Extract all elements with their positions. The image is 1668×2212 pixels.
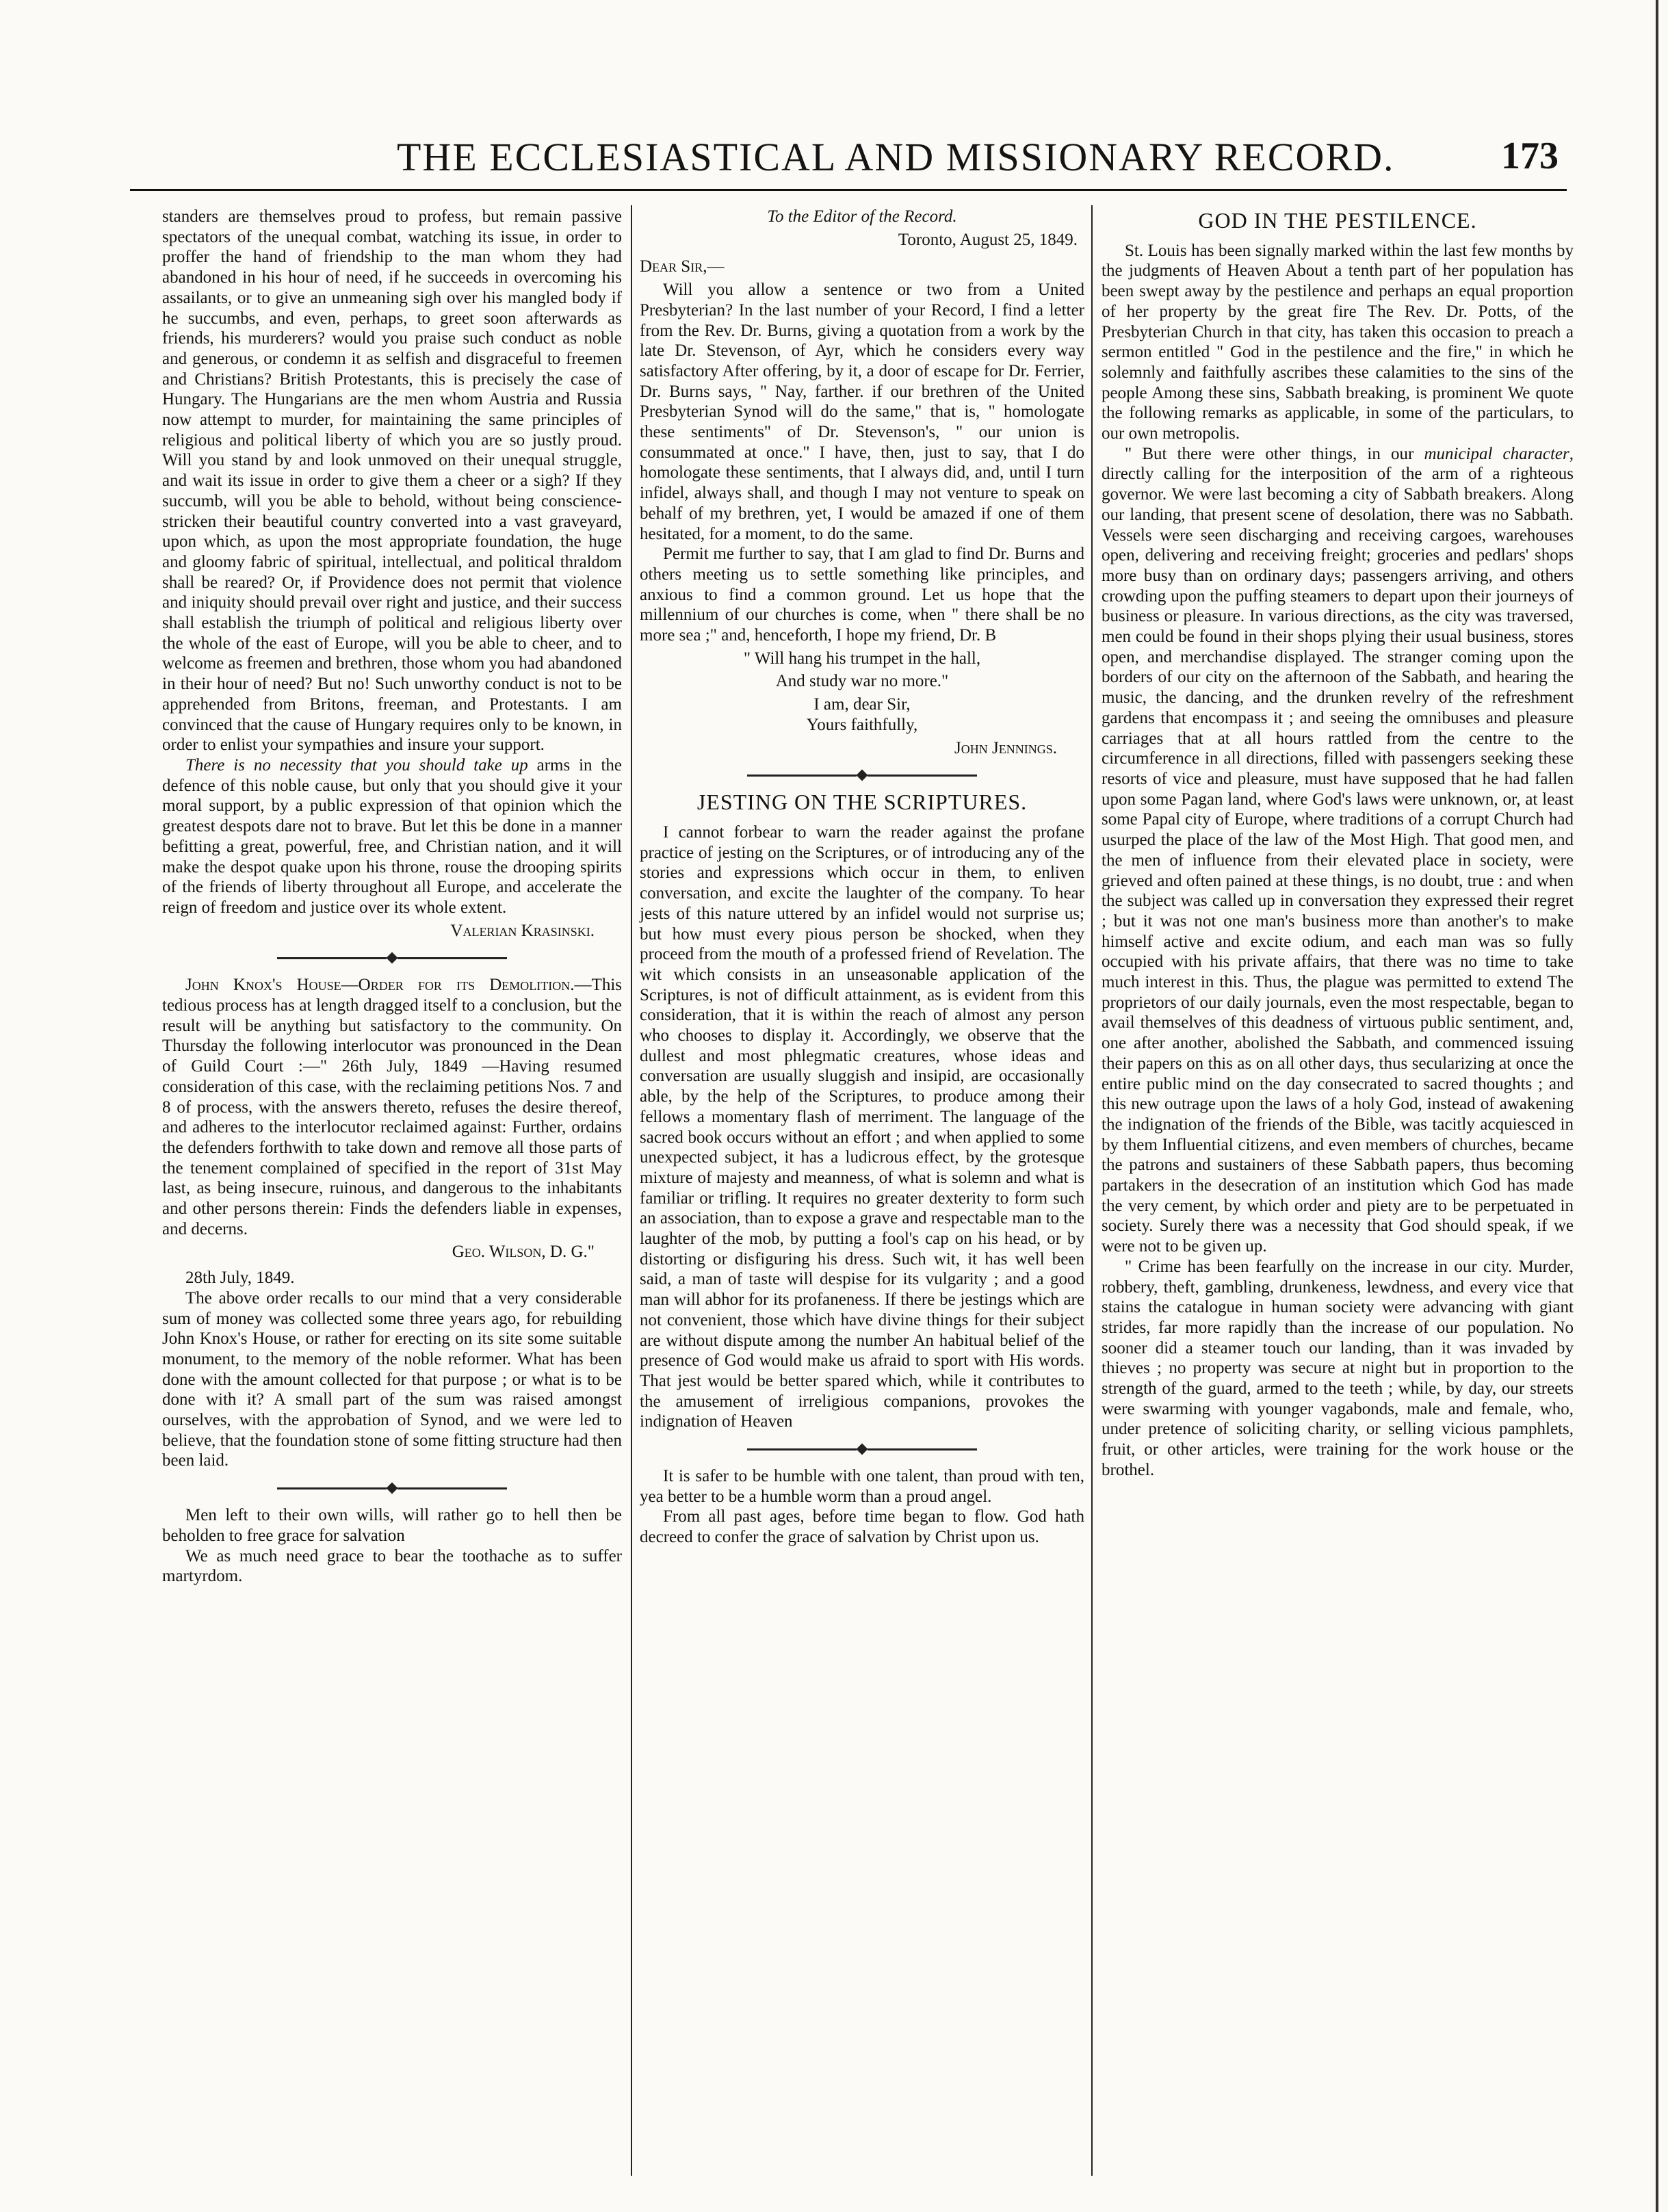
italic-phrase: municipal character — [1424, 444, 1569, 463]
letter-addressee: To the Editor of the Record. — [767, 207, 957, 226]
sabbath-text-a: " But there were other things, in our — [1125, 444, 1424, 463]
sabbath-text-b: , directly calling for the interposition of the arm of a righteous governor. We were last becoming a city of Sabbath breakers. Along our landing, that present scene of desolation, there was no Sabbath. Vessels were seen discharging and receiving cargoes, warehouses open, delivering and receiving freight; groceries and pedlars' shops more busy than on ordinary days; passengers arriving, and others crowding upon the puffing steamers to depart upon their journeys of business or pleasure. In various directions, as the city was traversed, men could be found in their shops plying their usual business, stores open, and merchandise displayed. The stranger coming upon the borders of our city on the afternoon of the Sabbath, and hearing the music, the dancing, and the drunken revelry of the refreshment gardens that encompass it ; and seeing the omnibuses and pleasure carriages that at all hours rattled from the centre to the circumference in all directions, filled with passengers seeking these resorts of vice and pleasure, must have supposed that he had fallen upon some Pagan land, where God's laws were unknown, or, at least some Papal city of Europe, where traditions of a corrupt Church had usurped the place of the law of the Most High. That good men, and the men of influence from their elevated place in society, were grieved and often pained at these things, is no doubt, true : and when the subject was called up in conversation they expressed their regret ; but it was not one man's business more than another's to make himself active and excite odium, and each man was so fully occupied with his private affairs, that there was no time to take much interest in this. Thus, the plague was permitted to extend The proprietors of our daily journals, even the most respectable, began to avail themselves of this deadness of virtuous public sentiment, and, one after another, abolished the Sabbath, and commenced issuing their papers on this as on all other days, thus secularizing at once the entire public mind on the day consecrated to sacred thoughts ; and this new outrage upon the laws of a holy God, instead of awakening the indignation of the friends of the Bible, was tacitly acquiesced in by them Influential citizens, and even members of churches, became the patrons and sustainers of these Sabbath papers, thus becoming partakers in the desecration of an institution which God has made the very cement, by which order and piety are to be perpetuated in society. Surely there was a necessity that God should speak, if we were not to be given up. — [1102, 444, 1574, 1256]
signature-wilson: Geo. Wilson, D. G." — [452, 1242, 595, 1262]
page-header — [130, 134, 1567, 196]
letter-salutation: Dear Sir,— — [640, 257, 725, 276]
hungary-letter-text: standers are themselves proud to profess, but remain passive spectators of the unequal combat, watching its issue, in order to proffer the hand of friendship to the man whom they had abandoned in his hour of need, if he succeeds in overcoming his assailants, or to give an unmeaning sigh over his mangled body if he succumbs, and even, perhaps, to greet soon afterwards as friends, his murderers? would you praise such conduct as noble and generous, or condemn it as selfish and disgraceful to freemen and Christians? British Protestants, this is precisely the case of Hungary. The Hungarians are the men whom Austria and Russia now attempt to murder, for maintaining the same principles of religious and political liberty of which you are so justly proud. Will you stand by and look unmoved on their unequal struggle, and wait its issue in order to give them a cheer or a sigh? If they succumb, will you be able to behold, without being conscience-stricken their beautiful country converted into a vast graveyard, upon which, as upon the most appropriate foundation, the huge and gloomy fabric of spiritual, intellectual, and political thraldom shall be reared? Or, if Providence does not permit that violence and iniquity should prevail over right and justice, and their success shall establish the triumph of political and religious liberty over the whole of the east of Europe, will you be able to cheer, and to welcome as freemen and brethren, those whom you had abandoned in their hour of need? But no! Such unworthy conduct is not to be apprehended from Britons, freeman, and Protestants. I am convinced that the cause of Hungary requires only to be known, in order to enlist your sympathies and insure your support. — [162, 207, 622, 755]
pestilence-sabbath — [1102, 444, 1574, 1257]
italic-phrase: There is no necessity that you should take up — [185, 755, 528, 775]
page-edge — [1656, 0, 1658, 2212]
ornamental-divider — [640, 765, 1084, 785]
column-1 — [162, 207, 622, 1587]
heading-pestilence: GOD IN THE PESTILENCE. — [1198, 208, 1477, 233]
letter-dateline: Toronto, August 25, 1849. — [898, 230, 1078, 249]
letter-body-1: Will you allow a sentence or two from a United Presbyterian? In the last number of your Record, I find a letter from the Rev. Dr. Burns, giving a quotation from a work by the late Dr. Stevenson, of Ayr, which he considers every way satisfactory After offering, by it, a door of escape for Dr. Ferrier, Dr. Burns says, " Nay, farther. if our brethren of the United Presbyterian Synod will do the same," that is, " homologate these sentiments" of Dr. Stevenson's, " our union is consummated at once." I have, then, just to say, that I do homologate these sentiments, that I always did, and, until I turn infidel, always shall, and though I may not venture to speak on behalf of my brethren, yet, I would be amazed if one of them hesitated, for a moment, to do the same. — [640, 281, 1084, 543]
ornamental-divider — [162, 1478, 622, 1498]
verse-line-1: " Will hang his trumpet in the hall, — [743, 649, 981, 668]
knox-house-body: —This tedious process has at length dragged itself to a conclusion, but the result will be anything but satisfactory to the community. On Thursday the following interlocutor was pronounced in the Dean of Guild Court :—" 26th July, 1849 —Having resumed consideration of this case, with the reclaiming petitions Nos. 7 and 8 of process, with the answers thereto, refuses the desire thereof, and adheres to the interlocutor reclaimed against: Further, ordains the defenders forthwith to take down and remove all those parts of the tenement complained of specified in the report of 31st May last, as being insecure, ruinous, and dangerous to the inhabitants and other persons therein: Finds the defenders liable in expenses, and decerns. — [162, 976, 622, 1238]
column-rule-1 — [631, 205, 632, 2176]
letter-closing-1: I am, dear Sir, — [813, 695, 911, 714]
publication-title: THE ECCLESIASTICAL AND MISSIONARY RECORD. — [397, 135, 1395, 179]
column-rule-2 — [1091, 205, 1093, 2176]
verse-line-2: And study war no more." — [775, 672, 949, 691]
knox-date: 28th July, 1849. — [185, 1268, 295, 1288]
page-number: 173 — [1501, 135, 1559, 177]
column-3 — [1102, 207, 1574, 1481]
knox-house-title: John Knox's House—Order for its Demolition. — [185, 976, 575, 995]
pestilence-intro: St. Louis has been signally marked within the last few months by the judgments of Heaven About a tenth part of her population has been swept away by the pestilence and perhaps an equal proportion of her property by the great fire The Rev. Dr. Potts, of the Presbyterian Church in that city, has taken this occasion to preach a sermon entitled " God in the pestilence and the fire," in which he solemnly and faithfully ascribes these calamities to the sins of the people Among these sins, Sabbath breaking, is prominent We quote the following remarks as applicable, in some of the particulars, to our own metropolis. — [1102, 241, 1574, 443]
letter-body-2: Permit me further to say, that I am glad to find Dr. Burns and others meeting us to settle something like principles, and anxious to find a common ground. Let us hope that the millennium of our churches is come, when " there shall be no more sea ;" and, henceforth, I hope my friend, Dr. B — [640, 545, 1084, 645]
signature-krasinski: Valerian Krasinski. — [450, 921, 595, 940]
knox-house-article — [162, 975, 622, 1239]
header-rule — [130, 189, 1567, 191]
pestilence-crime: " Crime has been fearfully on the increase in our city. Murder, robbery, theft, gambling, drunkeness, lewdness, and every vice that stains the catalogue in human society were advancing with giant strides, far more rapidly than the increase of our population. No sooner did a steamer touch our landing, than it was invaded by thieves ; no property was secure at night but in proportion to the strength of the guard, armed to the teeth ; while, by day, our streets were swarming with younger vagabonds, male and female, who, under pretence of soliciting charity, or selling vicious pamphlets, fruit, or other articles, were training for the work house or the brothel. — [1102, 1257, 1574, 1479]
ornamental-divider — [640, 1439, 1084, 1459]
hungary-letter-appeal — [162, 755, 622, 918]
maxim-salvation: From all past ages, before time began to flow. God hath decreed to confer the grace of salvation by Christ upon us. — [640, 1507, 1084, 1547]
maxim-toothache: We as much need grace to bear the toothache as to suffer martyrdom. — [162, 1546, 622, 1586]
maxim-grace: Men left to their own wills, will rather go to hell then be beholden to free grace for salvation — [162, 1506, 622, 1545]
maxim-humble: It is safer to be humble with one talent, than proud with ten, yea better to be a humble worm than a proud angel. — [640, 1467, 1084, 1506]
column-2 — [640, 207, 1084, 1548]
appeal-text: arms in the defence of this noble cause, but only that you should give it your moral support, by a public expression of that opinion which the greatest despots dare not to brave. But let this be done in a manner befitting a great, powerful, free, and Christian nation, and it will make the despot quake upon his throne, rouse the drooping spirits of the friends of liberty throughout all Europe, and accelerate the reign of freedom and justice over its whole extent. — [162, 755, 622, 917]
ornamental-divider — [162, 948, 622, 968]
letter-closing-2: Yours faithfully, — [806, 715, 918, 734]
jesting-article: I cannot forbear to warn the reader against the profane practice of jesting on the Scriptures, or of introducing any of the stories and expressions which occur in them, to enliven conversation, and excite the laughter of the company. To hear jests of this nature uttered by an infidel would not surprise us; but how must every pious person be shocked, when they proceed from the mouth of a professed friend of Revelation. The wit which consists in an unseasonable application of the Scriptures, is not of difficult attainment, as is evident from this consideration, that it is within the reach of almost any person who chooses to display it. Accordingly, we observe that the dullest and most phlegmatic creatures, whose ideas and conversation are usually sluggish and insipid, are occasionally able, by the help of the Scriptures, to produce among their fellows a momentary flash of merriment. The language of the sacred book occurs without an effort ; and when applied to some unexpected subject, it has a ludicrous effect, by the grotesque mixture of majesty and meanness, of what is solemn and what is familiar or trifling. It requires no greater dexterity to form such an association, than to expose a grave and respectable man to the laughter of the mob, by putting a fool's cap on his head, or by distorting or disfiguring his dress. Such wit, it has well been said, a man of taste will despise for its vulgarity ; and a good man will abhor for its profaneness. If there be jestings which are not convenient, those which have divine things for their subject are without dispute among the number An habitual belief of the presence of God would make us afraid to sport with His words. That jest would be better spared which, while it contributes to the amusement of irreligious companions, provokes the indignation of Heaven — [640, 822, 1084, 1431]
heading-jesting: JESTING ON THE SCRIPTURES. — [696, 790, 1028, 815]
signature-jennings: John Jennings. — [954, 738, 1057, 757]
knox-commentary: The above order recalls to our mind that a very considerable sum of money was collected some three years ago, for rebuilding John Knox's House, or rather for erecting on its site some suitable monument, to the memory of the noble reformer. What has been done with the amount collected for that purpose ; or what is to be done with it? A small part of the sum was raised amongst ourselves, with the approbation of Synod, and we were led to believe, that the foundation stone of some fitting structure had then been laid. — [162, 1288, 622, 1470]
